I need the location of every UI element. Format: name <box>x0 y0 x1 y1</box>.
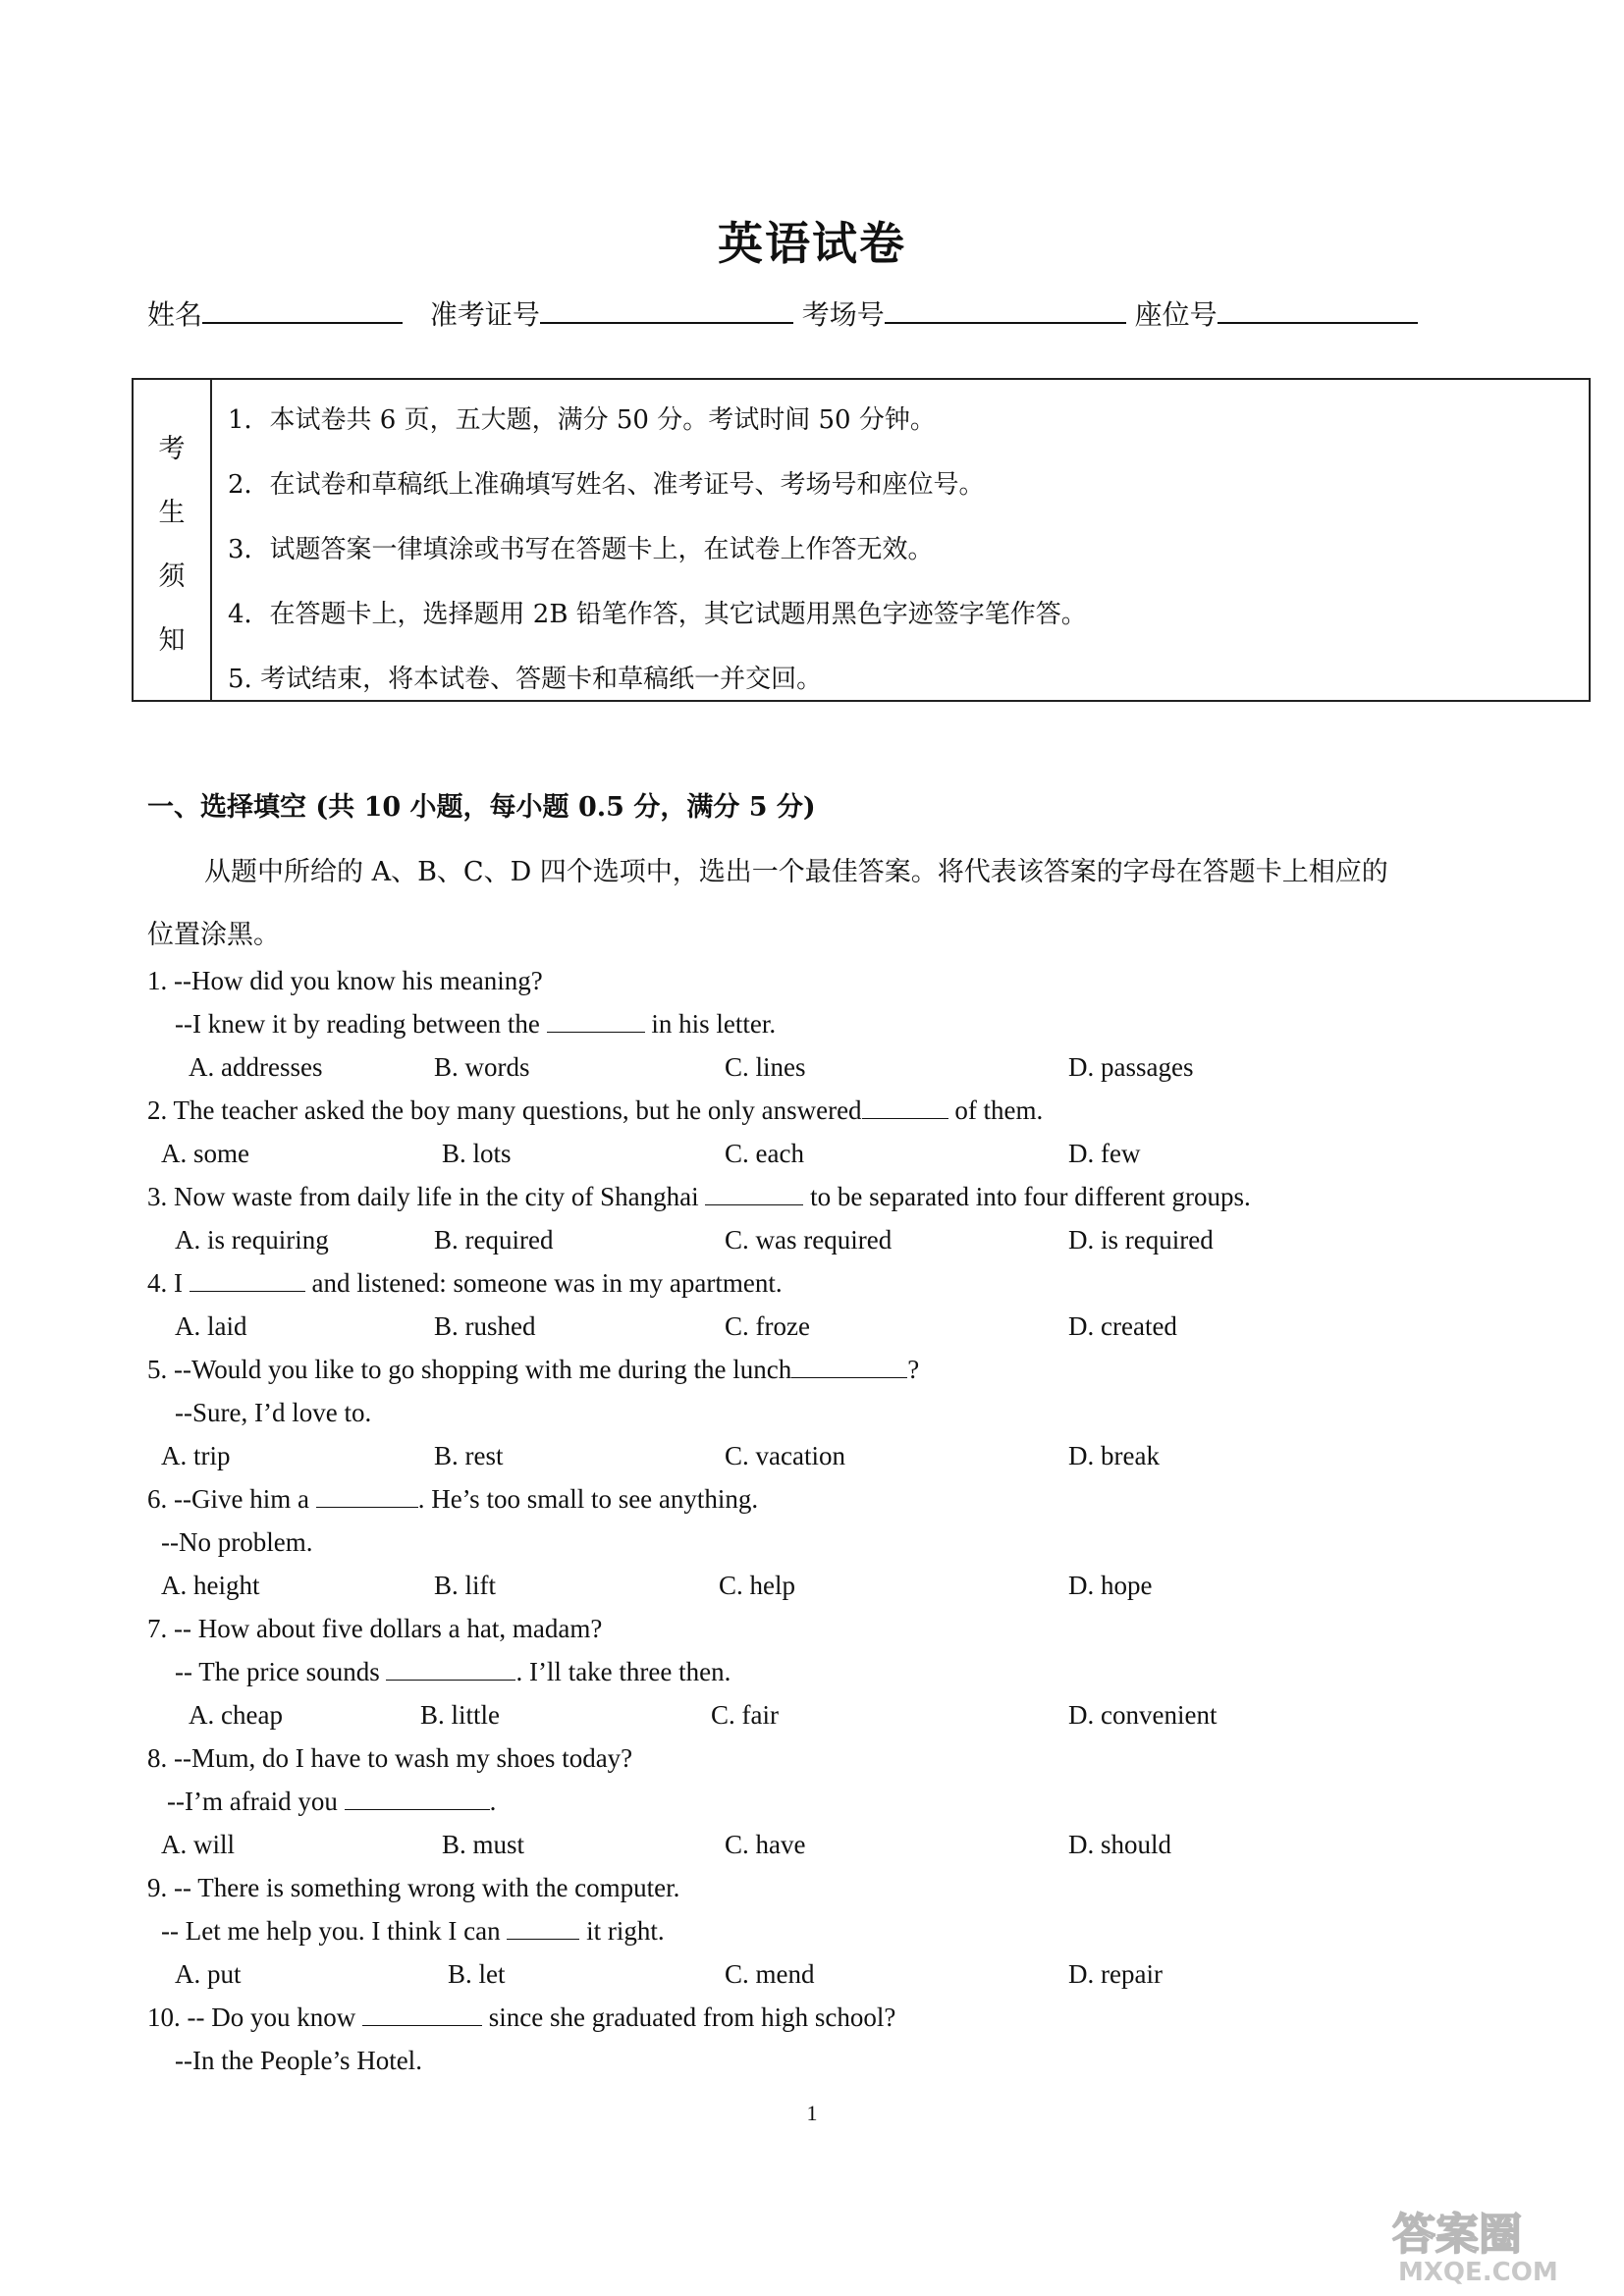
answer-option: C. fair <box>711 1700 779 1730</box>
question-text: 8. --Mum, do I have to wash my shoes today? <box>147 1743 633 1773</box>
answer-blank <box>189 1269 305 1292</box>
question-text: ? <box>907 1355 920 1384</box>
notice-char: 生 <box>158 498 186 528</box>
answer-blank <box>362 2003 482 2026</box>
watermark-logo <box>1382 2198 1608 2286</box>
answer-option: B. little <box>420 1700 500 1730</box>
question-text: in his letter. <box>644 1009 777 1039</box>
answer-option: A. is requiring <box>175 1225 329 1255</box>
notice-item: 3．试题答案一律填涂或书写在答题卡上，在试卷上作答无效。 <box>228 535 934 564</box>
question-text: of them. <box>947 1095 1044 1125</box>
question-text: 1. --How did you know his meaning? <box>147 966 543 995</box>
answer-option: C. help <box>719 1571 795 1600</box>
question-line <box>161 1527 312 1558</box>
section-instruction: 位置涂黑。 <box>147 920 280 950</box>
answer-option: D. break <box>1068 1441 1160 1470</box>
answer-option: B. words <box>434 1052 530 1082</box>
answer-option: C. was required <box>725 1225 893 1255</box>
answer-option: A. trip <box>161 1441 231 1470</box>
question-text: to be separated into four different groups. <box>803 1182 1251 1211</box>
section-heading: 一、选择填空 (共 10 小题，每小题 0.5 分，满分 5 分) <box>147 792 816 823</box>
notice-item: 1．本试卷共 6 页，五大题，满分 50 分。考试时间 50 分钟。 <box>228 405 936 435</box>
answer-option: A. laid <box>175 1311 247 1341</box>
answer-option: B. rushed <box>434 1311 536 1341</box>
answer-blank <box>507 1917 579 1940</box>
notice-char: 知 <box>158 625 186 656</box>
answer-blank <box>705 1183 803 1205</box>
question-text: . <box>489 1787 497 1816</box>
answer-option: D. repair <box>1068 1959 1163 1989</box>
exam-no-label: 准考证号 <box>429 298 540 331</box>
question-stem <box>147 966 543 996</box>
question-line <box>175 1009 776 1040</box>
question-stem <box>147 1873 679 1903</box>
svg-text:答案圈: 答案圈 <box>1392 2210 1522 2260</box>
question-text: 6. --Give him a <box>147 1484 316 1514</box>
svg-text:MXQE.COM: MXQE.COM <box>1398 2258 1558 2286</box>
answer-option: A. put <box>175 1959 242 1989</box>
answer-option: A. will <box>161 1830 236 1859</box>
answer-blank <box>791 1356 907 1378</box>
question-text: . He’s too small to see anything. <box>417 1484 759 1514</box>
answer-option: C. mend <box>725 1959 815 1989</box>
answer-blank <box>345 1788 490 1810</box>
answer-option: D. is required <box>1068 1225 1214 1255</box>
question-text: it right. <box>579 1916 665 1946</box>
answer-option: C. froze <box>725 1311 810 1341</box>
question-text: and listened: someone was in my apartment. <box>304 1268 783 1298</box>
answer-option: D. hope <box>1068 1571 1153 1600</box>
seat-blank <box>1218 294 1418 324</box>
answer-option: C. have <box>725 1830 806 1859</box>
answer-option: B. required <box>434 1225 554 1255</box>
question-text: 10. -- Do you know <box>147 2002 362 2032</box>
question-text: since she graduated from high school? <box>481 2002 896 2032</box>
notice-item: 4．在答题卡上，选择题用 2B 铅笔作答，其它试题用黑色字迹签字笔作答。 <box>228 600 1087 629</box>
answer-blank <box>862 1096 948 1119</box>
question-text: -- Let me help you. I think I can <box>161 1916 508 1946</box>
seat-label: 座位号 <box>1134 298 1218 331</box>
question-stem <box>147 1484 758 1515</box>
answer-option: A. some <box>161 1139 249 1168</box>
answer-option: B. lots <box>442 1139 512 1168</box>
answer-blank <box>547 1010 645 1033</box>
question-line <box>175 2046 422 2076</box>
notice-side-label <box>134 380 212 700</box>
question-stem <box>147 1614 602 1644</box>
answer-option: B. lift <box>434 1571 497 1600</box>
answer-option: C. vacation <box>725 1441 845 1470</box>
answer-option: A. cheap <box>189 1700 283 1730</box>
answer-option: B. let <box>448 1959 506 1989</box>
answer-option: B. must <box>442 1830 525 1859</box>
room-blank <box>885 294 1126 324</box>
answer-option: D. should <box>1068 1830 1172 1859</box>
answer-option: A. height <box>161 1571 260 1600</box>
notice-item: 5. 考试结束，将本试卷、答题卡和草稿纸一并交回。 <box>228 665 823 694</box>
answer-option: B. rest <box>434 1441 504 1470</box>
answer-option: D. created <box>1068 1311 1177 1341</box>
question-stem <box>147 1095 1043 1126</box>
question-stem <box>147 2002 895 2033</box>
exam-no-blank <box>540 294 793 324</box>
question-text: 5. --Would you like to go shopping with me during the lunch <box>147 1355 792 1384</box>
question-text: --No problem. <box>161 1527 313 1557</box>
notice-char: 须 <box>158 561 186 592</box>
notice-char: 考 <box>158 434 186 464</box>
question-text: --I knew it by reading between the <box>175 1009 547 1039</box>
info-line <box>147 294 1418 335</box>
question-stem <box>147 1182 1251 1212</box>
question-stem <box>147 1743 632 1774</box>
page-title: 英语试卷 <box>718 217 906 270</box>
question-text: 3. Now waste from daily life in the city of Shanghai <box>147 1182 706 1211</box>
question-text: --Sure, I’d love to. <box>175 1398 372 1427</box>
question-line <box>161 1916 665 1947</box>
question-stem <box>147 1355 919 1385</box>
question-text: 2. The teacher asked the boy many questions, but he only answered <box>147 1095 862 1125</box>
name-label: 姓名 <box>147 298 203 331</box>
question-text: . I’ll take three then. <box>515 1657 731 1686</box>
question-text: 9. -- There is something wrong with the computer. <box>147 1873 680 1902</box>
answer-option: D. passages <box>1068 1052 1194 1082</box>
notice-item: 2．在试卷和草稿纸上准确填写姓名、准考证号、考场号和座位号。 <box>228 470 985 500</box>
question-text: -- The price sounds <box>175 1657 387 1686</box>
answer-option: D. convenient <box>1068 1700 1218 1730</box>
answer-blank <box>386 1658 515 1681</box>
exam-notice-box <box>132 378 1591 702</box>
answer-option: C. each <box>725 1139 804 1168</box>
question-line <box>175 1657 731 1687</box>
question-text: --I’m afraid you <box>167 1787 345 1816</box>
answer-option: D. few <box>1068 1139 1141 1168</box>
question-line <box>167 1787 496 1817</box>
answer-option: A. addresses <box>189 1052 323 1082</box>
answer-blank <box>316 1485 418 1508</box>
answer-option: C. lines <box>725 1052 806 1082</box>
page-number: 1 <box>806 2101 818 2125</box>
question-text: --In the People’s Hotel. <box>175 2046 422 2075</box>
room-label: 考场号 <box>801 298 885 331</box>
name-blank <box>202 294 403 324</box>
section-instruction: 从题中所给的 A、B、C、D 四个选项中，选出一个最佳答案。将代表该答案的字母在答题卡上相应的 <box>204 857 1388 887</box>
question-text: 4. I <box>147 1268 189 1298</box>
question-text: 7. -- How about five dollars a hat, madam? <box>147 1614 603 1643</box>
question-stem <box>147 1268 783 1299</box>
question-line <box>175 1398 371 1428</box>
